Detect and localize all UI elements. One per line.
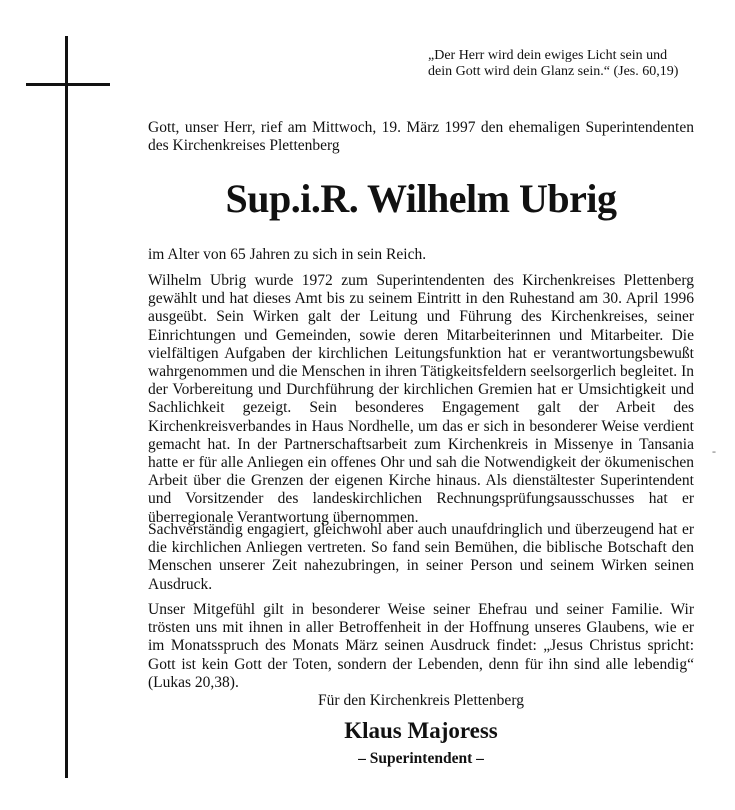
tribute-paragraph: Sachverständig engagiert, gleichwohl aber auch unaufdringlich und überzeugend hat er die kirchlichen Anliegen vertreten. So fand sein Bemühen, die biblische Botschaft den Menschen unserer Zeit nahezubringen, in seiner Person und seinem Wirken seinen Ausdruck. bbox=[148, 521, 694, 593]
biography-paragraph: Wilhelm Ubrig wurde 1972 zum Superintendenten des Kirchenkreises Plettenberg gewählt und hat dieses Amt bis zu seinem Eintritt in den Ruhestand am 30. April 1996 ausgeübt. Sein Wirken galt der Leitung und Führung des Kirchenkreises, seiner Einrichtungen und Gemeinden, sowie deren Mitarbeiterinnen und Mitarbeiter. Die vielfältigen Aufgaben der kirchlichen Leitungsfunktion hat er verantwortungsbewußt wahrgenommen und die Menschen in ihren Tätigkeitsfeldern seelsorgerlich begleitet. In der Vorbereitung und Durchführung der kirchlichen Gremien hat er Umsichtigkeit und Sachlichkeit gezeigt. Sein besonderes Engagement galt der Arbeit des Kirchenkreisverbandes in Haus Nordhelle, um das er sich in besonderer Weise verdient gemacht hat. In der Partnerschaftsarbeit zum Kirchenkreis in Missenye in Tansania hatte er für alle Anliegen ein offenes Ohr und sah die Notwendigkeit der ökumenischen Arbeit über die Grenzen der eigenen Kirche hinaus. Als dienstältester Superintendent und Vorsitzender des landeskirchlichen Rechnungsprüfungsausschusses hat er überregionale Verantwortung übernommen. bbox=[148, 272, 694, 526]
motto-line-1: „Der Herr wird dein ewiges Licht sein und bbox=[428, 48, 668, 63]
bible-verse-motto bbox=[428, 48, 708, 80]
condolence-paragraph: Unser Mitgefühl gilt in besonderer Weise seiner Ehefrau und seiner Familie. Wir trösten uns mit ihnen in aller Betroffenheit in der Hoffnung unseres Glaubens, wie er im Monatsspruch des Monats März seinen Ausdruck findet: „Jesus Christus spricht: Gott ist kein Gott der Toten, sondern der Lebenden, denn für ihn sind alle lebendig“ (Lukas 20,38). bbox=[148, 601, 694, 691]
signoff-organization: Für den Kirchenkreis Plettenberg bbox=[318, 692, 524, 709]
stray-mark: - bbox=[712, 444, 716, 458]
age-line: im Alter von 65 Jahren zu sich in sein Reich. bbox=[148, 246, 427, 263]
motto-line-2: dein Gott wird dein Glanz sein.“ (Jes. 60,19) bbox=[428, 64, 679, 79]
deceased-name-heading: Sup.i.R. Wilhelm Ubrig bbox=[225, 176, 617, 221]
signoff-role: – Superintendent – bbox=[358, 750, 484, 767]
intro-text: Gott, unser Herr, rief am Mittwoch, 19. März 1997 den ehemaligen Superintendenten des Kirchenkreises Plettenberg bbox=[148, 119, 694, 154]
cross-horizontal-bar bbox=[26, 83, 110, 86]
signoff-name: Klaus Majoress bbox=[344, 718, 498, 743]
cross-vertical-bar bbox=[65, 36, 68, 778]
